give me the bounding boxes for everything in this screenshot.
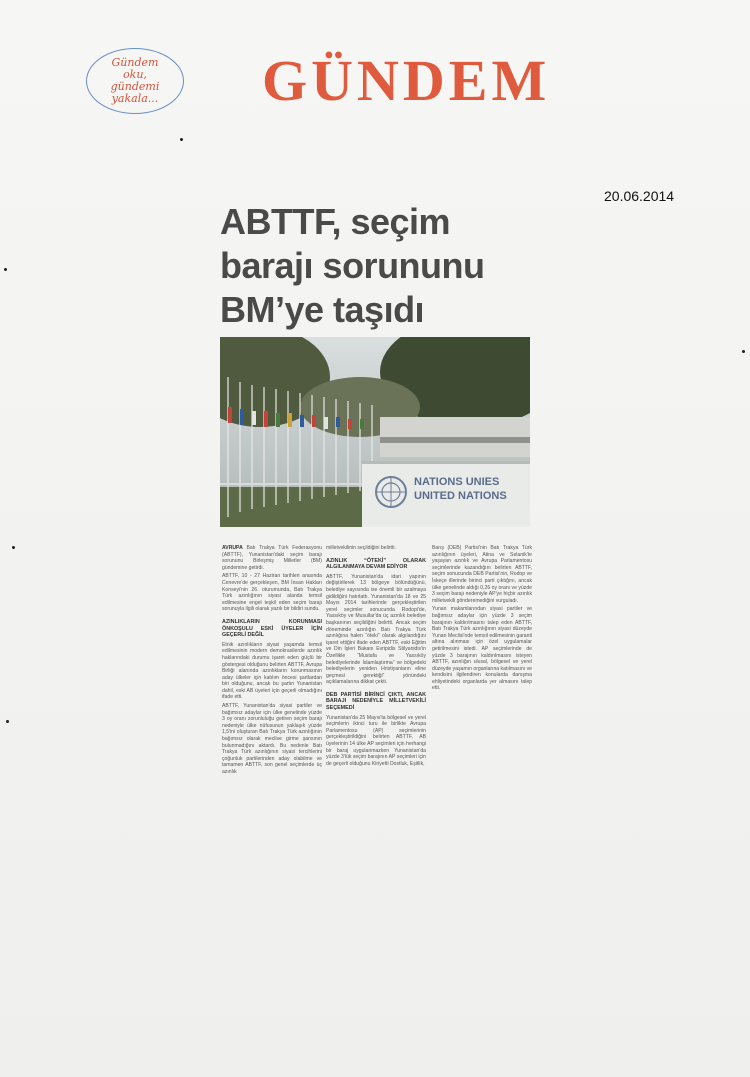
article-column-2 xyxy=(326,545,426,769)
headline-line: BM’ye taşıdı xyxy=(220,289,425,330)
paragraph xyxy=(326,545,426,552)
headline-line: barajı sorununu xyxy=(220,245,485,286)
masthead-title: GÜNDEM xyxy=(262,48,551,113)
headline-line: ABTTF, seçim xyxy=(220,201,451,242)
logo-badge xyxy=(86,48,184,114)
scan-speck xyxy=(180,138,183,141)
paragraph-text: milletvekilinin seçildiğini belirtti. xyxy=(326,545,396,551)
sign-line-2: UNITED NATIONS xyxy=(414,490,507,502)
article-photo xyxy=(220,337,530,527)
paragraph-text: Etnik azınlıkların siyasi yaşamda temsil edilmesinin modern demokrasilerde azınlık haklarındaki durumu işaret eden güçlü bir göstergesi olduğunu belirten ABTTF, Avrupa Birliği alanında azınlıkların korunmasının aday ülkeler için katılım öncesi şartlardan biri olduğunu, ancak bu şartın Yunanistan dahil, eski AB üyeleri için geçerli olmadığını ifade etti. xyxy=(222,641,322,701)
logo-line: oku, xyxy=(123,68,147,81)
article-headline xyxy=(220,200,540,332)
subheading: DEB PARTİSİ BİRİNCİ ÇIKTI, ANCAK BARAJI NEDENİYLE MİLLETVEKİLİ SEÇEMEDİ xyxy=(326,691,426,712)
paragraph-text: Yunan makamlarından siyasi partiler ve bağımsız adaylar için yüzde 3 seçim barajının kaldırılmasını talep eden ABTTF, Batı Trakya Türk azınlığının siyasi düzeyde Yunan Meclisi'nde temsil edilmesinin garanti altına alınması için özel uygulamalar getirilmesini istedi. AP seçimlerinde de yüzde 3 barajının kaldırılmasını isteyen ABTTF, azınlığın ulusal, bölgesel ve yerel düzeyde yaşamın organlarına katılmasını ve kendisini ilgilendiren konularda danışma ehliyetindeki organlarda yer almasını talep etti. xyxy=(432,606,532,692)
scan-speck xyxy=(12,546,15,549)
paragraph-text: Yunanistan'da 25 Mayıs'ta bölgesel ve yerel seçimlerin ikinci turu ile birlikte Avrupa Parlamentosu (AP) seçimlerinin gerçekleştirildiğini belirten ABTTF, AB üyelerinin 14 ülke AP seçimleri için herhangi bir baraj uygulanmazken Yunanistan'da yüzde 3'lük seçim barajının AP seçimleri için de geçerli olduğunu Kiriyetti Dostluk, Eşitlik, xyxy=(326,714,426,767)
scan-speck xyxy=(6,720,9,723)
paragraph xyxy=(222,545,322,571)
paragraph-text: ABTTF, Yunanistan'da siyasi partiler ve bağımsız adaylar için ülke genelinde yüzde 3 oy oranı zorunluluğu getiren seçim barajı nedeniyle ülke nüfusunun yaklaşık yüzde 1,5'ini oluşturan Batı Trakya Türk azınlığının bağımsız olarak meclise girme şansının bulunmadığını aktardı. Bu nedenle Batı Trakya Türk azınlığının siyasi tercihlerini çoğunluk partilerinden aday olabilme ve tamamen ABTTF, son genel seçimlerde üç azınlık xyxy=(222,703,322,775)
logo-line: yakala... xyxy=(111,92,159,105)
paragraph-text: ABTTF, 10 - 27 Haziran tarihleri arasında Cenevre'de gerçekleşen, BM İnsan Hakları Konseyi'nin 26. oturumunda, Batı Trakya Türk azınlığının siyasi alanda temsil edilmesine engel teşkil eden seçim barajı sorunuyla ilgili olarak yazılı bir bildiri sundu. xyxy=(222,573,322,613)
clipping-date: 20.06.2014 xyxy=(604,188,675,204)
scan-speck xyxy=(4,268,7,271)
logo-line: gündemi xyxy=(110,80,160,93)
un-flags-photo xyxy=(220,337,530,527)
dateline: AVRUPA xyxy=(222,545,243,551)
scan-speck xyxy=(742,350,745,353)
paragraph-text: Batı Trakya Türk Federasyonu (ABTTF), Yunanistan'daki seçim barajı sorununu Birleşmiş Milletler (BM) gündemine getirdi. xyxy=(222,545,322,571)
article-column-1 xyxy=(222,545,322,778)
paragraph xyxy=(222,573,322,613)
article-column-3 xyxy=(432,545,532,694)
paragraph-text: ABTTF, Yunanistan'da idari yapının değiştirilerek 13 bölgeye bölündüğünü, belediye sayısında ise önemli bir azalmaya gidildiğini hatırlattı. Yunanistan'da 18 ve 25 Mayıs 2014 tarihlerinde gerçekleştirilen yerel seçimler sonucunda Rodopi'de, Yassıköy ve Musullar'da üç azınlık belediye başkanının seçildiğini belirtti. Ancak seçim döneminde azınlığın Batı Trakya Türk azınlığına halen “öteki” olarak algılandığını işaret ettiğini ifade eden ABTTF, eski Eğitim ve Din İşleri Bakanı Evripidis Stilyanidis'in Özellikle “Mustafa ve Yassıköy belediyelerinde İslamlaştırma” ve bölgedeki belediyelerin yeniden Hristiyanların eline geçmesi gerektiği” yönündeki açıklamalarına dikkat çekti. xyxy=(326,573,426,686)
paragraph xyxy=(222,642,322,701)
sign-line-1: NATIONS UNIES xyxy=(414,476,500,488)
paragraph xyxy=(326,715,426,768)
subheading: AZINLIK “ÖTEKİ” OLARAK ALGILANMAYA DEVAM EDİYOR xyxy=(326,557,426,571)
paragraph xyxy=(326,574,426,686)
paragraph-text: Barış (DEB) Partisi'nin Batı Trakya Türk azınlığının üyeleri, Atina ve Selanik'te yaşayan azınlık ve Avrupa Parlamentosu seçimlerinde kazandığını belirten ABTTF, seçim sonucunda DEB Partisi'nin, Rodop ve İskeçe illerinde birinci parti çıktığını, ancak ülke genelinde aldığı 0,26 oy oranı ve yüzde 3 seçim barajı nedeniyle AP'ye hiçbir azınlık milletvekili gönderemediğini vurguladı. xyxy=(432,545,532,604)
paragraph xyxy=(222,703,322,776)
paragraph xyxy=(432,606,532,692)
paragraph xyxy=(432,545,532,604)
logo-line: Gündem xyxy=(111,56,159,69)
subheading: AZINLIKLARIN KORUNMASI ÖNKOŞULU ESKİ ÜYELER İÇİN GEÇERLİ DEĞİL xyxy=(222,618,322,639)
